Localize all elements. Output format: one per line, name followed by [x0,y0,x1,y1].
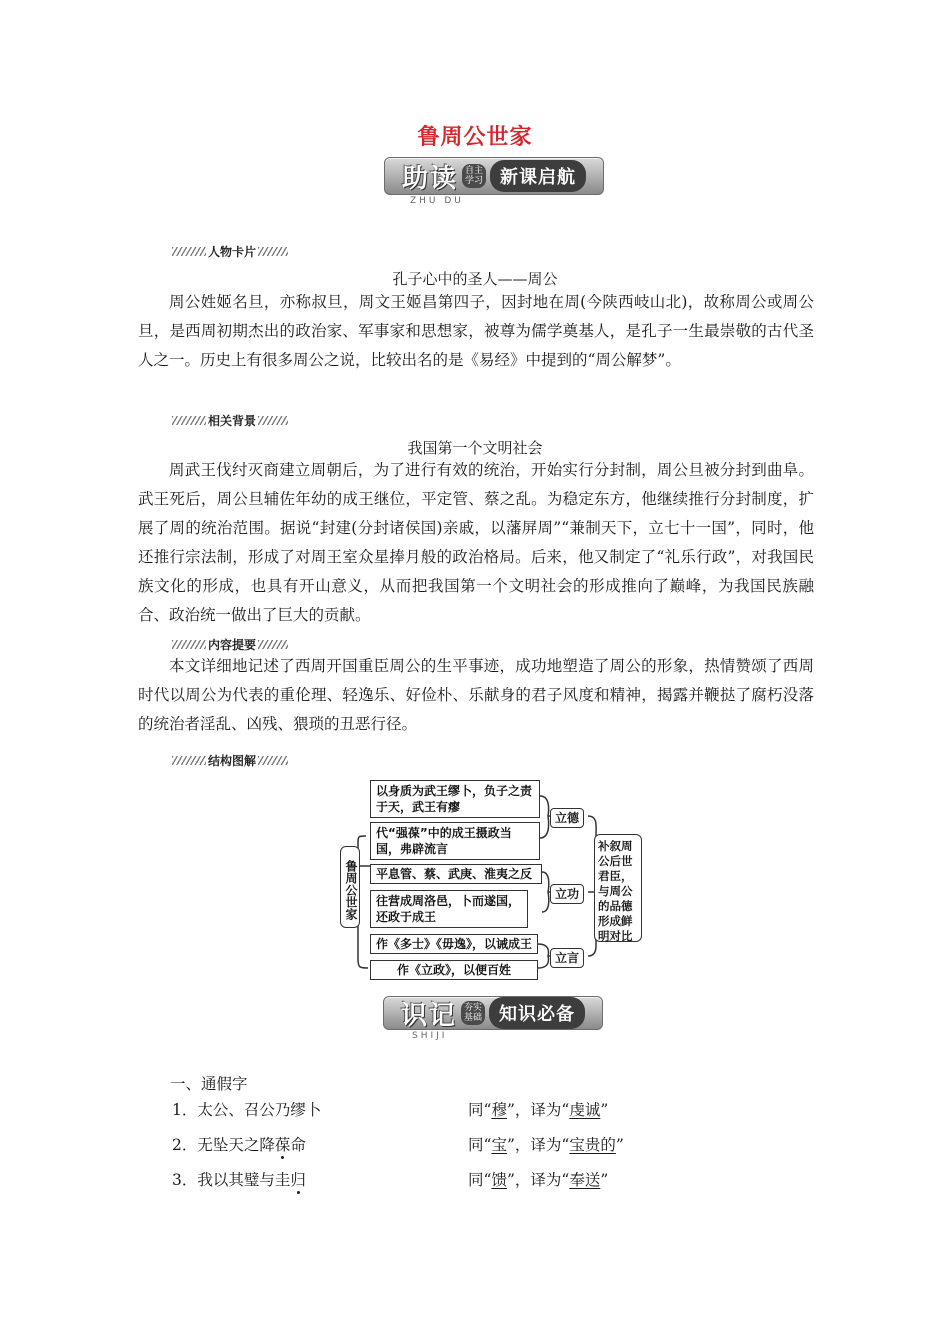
diagram-item: 以身质为武王缪卜，负子之责于天，武王有瘳 [370,780,540,818]
diagram-category: 立功 [550,884,584,904]
diagram-item: 作《立政》，以便百姓 [370,960,538,980]
diagram-item: 平息管、蔡、武庚、淮夷之反 [370,864,542,884]
banner-pinyin: ZHU DU [410,196,464,206]
list-item: 2．无坠天之降葆命 [172,1136,306,1154]
banner-pill: 知识必备 [489,997,585,1029]
banner-small-tag: 自主 学习 [462,164,486,188]
section-paragraph: 周武王伐纣灭商建立周朝后，为了进行有效的统治，开始实行分封制，周公旦被分封到曲阜。武王死后，周公旦辅佐年幼的成王继位，平定管、蔡之乱。为稳定东方，他继续推行分封制度，扩展了周的统治范围。据说“封建(分封诸侯国)亲戚，以藩屏周”“兼制天下，立七十一国”，同时，他还推行宗法制，形成了对周王室众星捧月般的政治格局。后来，他又制定了“礼乐行政”，对我国民族文化的形成，也具有开山意义，从而把我国第一个文明社会的形成推向了巅峰，为我国民族融合、政治统一做出了巨大的贡献。 [138,461,814,624]
diagram-category: 立德 [550,808,584,828]
list-heading: 一、通假字 [170,1075,248,1093]
diagram-item: 往营成周洛邑，卜而遂国，还政于成王 [370,890,528,928]
banner-small-tag: 夯实 基础 [461,1001,485,1025]
hatch-decoration [258,756,288,765]
section-title: 孔子心中的圣人——周公 [392,270,558,288]
zhudu-banner [384,157,604,195]
banner-main-text: 识记 [400,1000,457,1031]
diagram-root: 鲁周公世家 [340,846,360,928]
hatch-decoration [258,247,288,256]
hatch-decoration [172,640,206,649]
section-header-background: 相关背景 [172,412,288,429]
hatch-decoration [258,640,288,649]
list-item: 3．我以其璧与圭归 [172,1171,306,1189]
banner-pinyin: SHIJI [412,1031,448,1041]
hatch-decoration [172,756,206,765]
hatch-decoration [172,247,206,256]
diagram-item: 代“强葆”中的成王摄政当国，弗辟流言 [370,822,540,860]
section-paragraph: 周公姓姬名旦，亦称叔旦，周文王姬昌第四子，因封地在周(今陕西岐山北)，故称周公或周公旦，是西周初期杰出的政治家、军事家和思想家，被尊为儒学奠基人，是孔子一生最崇敬的古代圣人之一。历史上有很多周公之说，比较出名的是《易经》中提到的“周公解梦”。 [138,293,814,369]
banner-main-text: 助读 [401,163,458,194]
hatch-decoration [258,416,288,425]
section-header-summary: 内容提要 [172,636,288,653]
list-item-gloss: 同“馈”，译为“奉送” [468,1171,609,1189]
section-header-structure: 结构图解 [172,752,288,769]
section-paragraph: 本文详细地记述了西周开国重臣周公的生平事迹，成功地塑造了周公的形象，热情赞颂了西周时代以周公为代表的重伦理、轻逸乐、好俭朴、乐献身的君子风度和精神，揭露并鞭挞了腐朽没落的统治者淫乱、凶残、猥琐的丑恶行径。 [138,657,814,733]
list-item-gloss: 同“穆”，译为“虔诚” [468,1101,609,1119]
diagram-item: 作《多士》《毋逸》，以诫成王 [370,934,538,954]
list-item: 1．太公、召公乃缪卜 [172,1101,322,1119]
list-item-gloss: 同“宝”，译为“宝贵的” [468,1136,624,1154]
diagram-conclusion: 补叙周公后世君臣，与周公的品德形成鲜明对比 [594,834,642,942]
banner-pill: 新课启航 [490,160,586,192]
diagram-category: 立言 [550,948,584,968]
section-title: 我国第一个文明社会 [407,439,543,457]
structure-diagram [330,776,650,986]
shiji-banner [383,996,603,1030]
hatch-decoration [172,416,206,425]
page-title: 鲁周公世家 [417,125,533,150]
section-header-character-card: 人物卡片 [172,243,288,260]
